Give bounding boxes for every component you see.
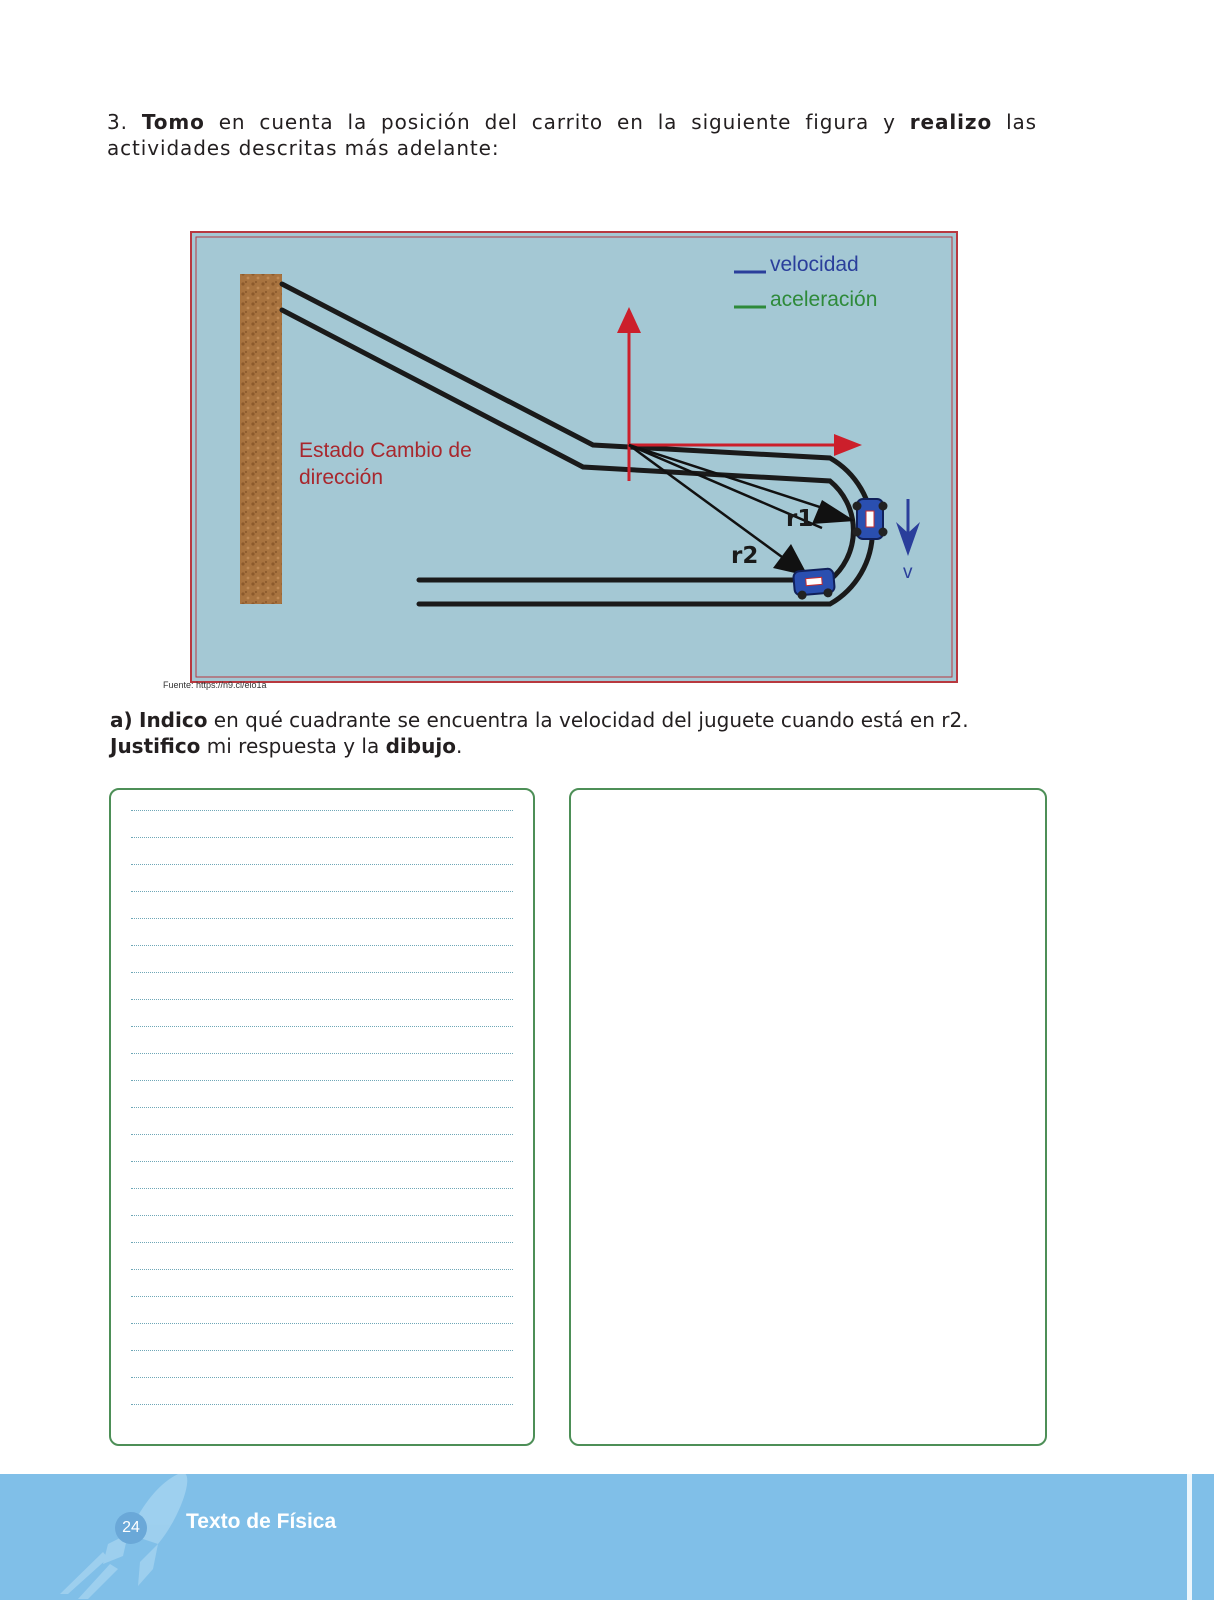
question-a-text: [110, 707, 1050, 759]
writing-line: [131, 1242, 513, 1243]
writing-line: [131, 1134, 513, 1135]
writing-line: [131, 945, 513, 946]
writing-line: [131, 1350, 513, 1351]
question-verb-realizo: realizo: [909, 110, 993, 134]
question-a-letter: a): [110, 708, 133, 732]
question-a-text-part: mi respuesta y la: [200, 734, 386, 758]
question-number: 3.: [107, 110, 128, 134]
toy-car-r1: [853, 499, 888, 539]
state-label-line2: dirección: [299, 466, 384, 489]
legend-acceleration-label: aceleración: [770, 288, 878, 311]
answer-drawing-box[interactable]: [569, 788, 1047, 1446]
writing-line: [131, 810, 513, 811]
writing-line: [131, 1269, 513, 1270]
question-3-text: [107, 109, 1037, 161]
writing-line: [131, 1215, 513, 1216]
writing-line: [131, 1107, 513, 1108]
question-a-text-part: .: [455, 734, 463, 758]
figure-source: Fuente: https://n9.cl/eio1a: [163, 680, 267, 690]
writing-line: [131, 891, 513, 892]
writing-line: [131, 1404, 513, 1405]
writing-line: [131, 1377, 513, 1378]
writing-line: [131, 1188, 513, 1189]
answer-writing-box[interactable]: [109, 788, 535, 1446]
writing-line: [131, 837, 513, 838]
question-verb-dibujo: dibujo: [385, 734, 456, 758]
state-label-line1: Estado Cambio de: [299, 439, 472, 462]
book-title: Texto de Física: [186, 1510, 337, 1533]
writing-line: [131, 999, 513, 1000]
label-r1: r1: [786, 506, 814, 532]
writing-line: [131, 1296, 513, 1297]
circular-motion-figure: [190, 231, 960, 683]
page-footer: [0, 1474, 1214, 1600]
writing-line: [131, 918, 513, 919]
legend-velocity-label: velocidad: [770, 253, 859, 276]
question-3-text-part: en cuenta la posición del carrito en la siguiente figura y: [204, 110, 910, 134]
writing-line: [131, 1323, 513, 1324]
question-verb-tomo: Tomo: [141, 110, 205, 134]
writing-line: [131, 1026, 513, 1027]
question-verb-justifico: Justifico: [110, 734, 201, 758]
writing-line: [131, 1053, 513, 1054]
label-v: v: [903, 562, 913, 583]
writing-line: [131, 1161, 513, 1162]
writing-line: [131, 972, 513, 973]
label-r2: r2: [731, 543, 759, 569]
footer-edge-strip: [1187, 1474, 1192, 1600]
page-number: 24: [115, 1512, 147, 1544]
writing-line: [131, 864, 513, 865]
wooden-post: [240, 274, 282, 604]
writing-line: [131, 1080, 513, 1081]
question-3-text-part: las actividades descritas más adelante:: [107, 110, 1037, 160]
question-verb-indico: Indico: [139, 708, 208, 732]
question-a-text-part: en qué cuadrante se encuentra la velocidad del juguete cuando está en r2.: [207, 708, 969, 732]
